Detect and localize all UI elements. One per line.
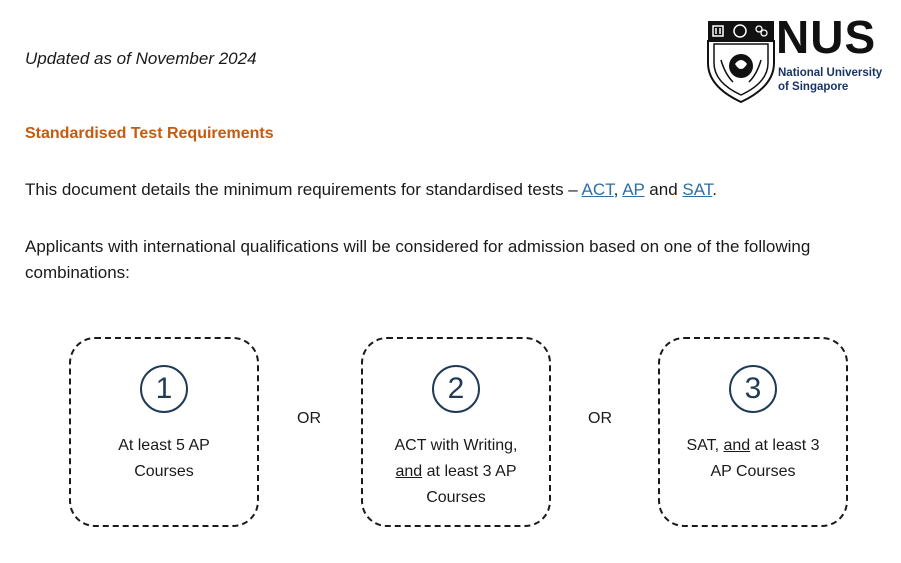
intro-text: This document details the minimum requirements for standardised tests – [25,180,582,199]
option-3-line-a [672,433,834,459]
option-number-1: 1 [140,365,188,413]
option-3-line-b: AP Courses [710,463,796,480]
logo-subtitle-line1: National University [778,67,883,79]
option-2-line-b [375,459,537,485]
or-separator-2: OR [588,410,612,427]
logo-subtitle [778,66,882,94]
logo-subtitle-line2: of Singapore [778,81,849,93]
option-number-3: 3 [729,365,777,413]
logo-wordmark: NUS [776,11,877,63]
section-title: Standardised Test Requirements [25,125,274,142]
updated-date: Updated as of November 2024 [25,49,257,68]
option-card-3 [658,337,848,527]
option-text-2 [375,433,537,511]
option-text-3 [672,433,834,485]
intro-paragraph [25,180,717,200]
option-3-line-a-pre: SAT, [686,437,724,454]
option-2-line-a: ACT with Writing, [394,437,518,454]
option-number-2: 2 [432,365,480,413]
intro-sep2: and [644,180,683,199]
option-3-line-a-rest: at least 3 [750,437,820,454]
option-card-2 [361,337,551,527]
option-2-line-c: Courses [426,489,486,506]
applicants-paragraph: Applicants with international qualifications will be considered for admission based on one of the following combinations: [25,237,811,282]
sat-link[interactable]: SAT [682,180,713,199]
nus-crest-icon [707,20,775,104]
option-card-1 [69,337,259,527]
or-separator-1: OR [297,410,321,427]
act-link[interactable]: ACT [581,180,614,199]
option-3-and: and [723,437,751,454]
intro-end: . [712,180,718,199]
ap-link[interactable]: AP [622,180,645,199]
option-2-and: and [395,463,423,480]
option-2-line-b-rest: at least 3 AP [422,463,517,480]
option-text-1 [83,433,245,485]
option-1-line-a: At least 5 AP [118,437,210,454]
option-1-line-b: Courses [134,463,194,480]
intro-sep1: , [613,180,623,199]
